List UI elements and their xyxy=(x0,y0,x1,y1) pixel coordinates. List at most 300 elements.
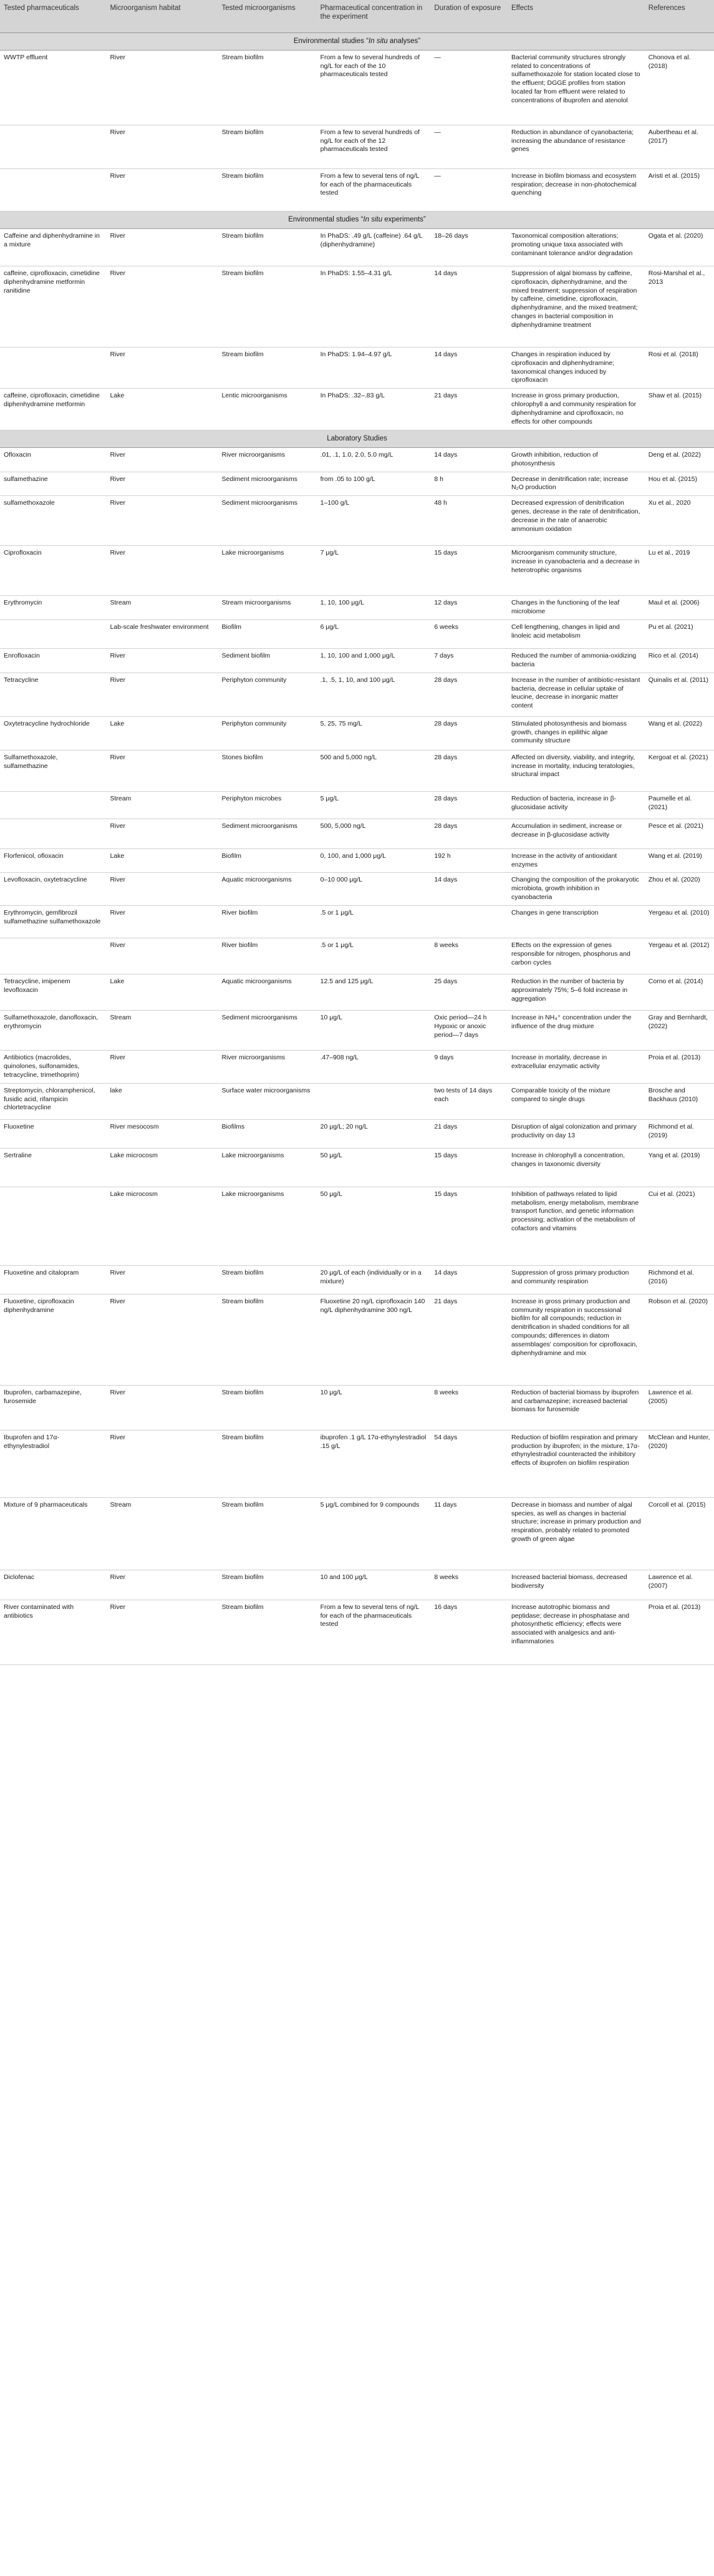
table-row xyxy=(0,472,714,496)
cell-concentration: In PhaDS: .32–.83 g/L xyxy=(317,389,431,430)
cell-tested-pharmaceuticals: Fluoxetine xyxy=(0,1119,106,1148)
cell-reference: Aristi et al. (2015) xyxy=(645,168,714,211)
table-row xyxy=(0,1570,714,1600)
cell-effects: Taxonomical composition alterations; promoting unique taxa associated with contaminant tolerance and/or degradation xyxy=(508,228,645,266)
cell-microorganism-habitat: River mesocosm xyxy=(106,1119,218,1148)
cell-tested-microorganisms: Aquatic microorganisms xyxy=(218,975,317,1011)
cell-concentration: .1, .5, 1, 10, and 100 μg/L xyxy=(317,673,431,716)
cell-duration: 21 days xyxy=(430,1294,508,1385)
cell-duration: 21 days xyxy=(430,389,508,430)
cell-effects: Increase in mortality, decrease in extracellular enzymatic activity xyxy=(508,1051,645,1084)
table-row xyxy=(0,906,714,938)
cell-tested-microorganisms: River biofilm xyxy=(218,906,317,938)
cell-tested-pharmaceuticals: Tetracycline xyxy=(0,673,106,716)
table-row xyxy=(0,620,714,649)
cell-concentration: In PhaDS: 1.55–4.31 g/L xyxy=(317,266,431,347)
cell-duration: two tests of 14 days each xyxy=(430,1083,508,1119)
cell-duration: 28 days xyxy=(430,716,508,750)
cell-microorganism-habitat: Lab-scale freshwater environment xyxy=(106,620,218,649)
cell-duration: 7 days xyxy=(430,649,508,673)
cell-effects: Cell lengthening, changes in lipid and linoleic acid metabolism xyxy=(508,620,645,649)
cell-effects: Bacterial community structures strongly related to concentrations of sulfamethoxazole for station located close to the effluent; DGGE profiles from station located far from effluent were related to concentrations of ibuprofen and atenolol xyxy=(508,50,645,125)
cell-tested-pharmaceuticals: Tetracycline, imipenem levofloxacin xyxy=(0,975,106,1011)
cell-microorganism-habitat: River xyxy=(106,673,218,716)
cell-tested-pharmaceuticals: Fluoxetine, ciprofloxacin diphenhydramine xyxy=(0,1294,106,1385)
cell-microorganism-habitat: River xyxy=(106,649,218,673)
cell-reference: Wang et al. (2022) xyxy=(645,716,714,750)
cell-duration: 9 days xyxy=(430,1051,508,1084)
cell-effects: Growth inhibition, reduction of photosynthesis xyxy=(508,447,645,472)
cell-tested-microorganisms: Stream biofilm xyxy=(218,50,317,125)
cell-concentration: 20 μg/L of each (individually or in a mixture) xyxy=(317,1265,431,1294)
table-row xyxy=(0,347,714,388)
cell-microorganism-habitat: River xyxy=(106,1385,218,1430)
table-row xyxy=(0,1600,714,1665)
cell-microorganism-habitat: River xyxy=(106,546,218,596)
table-row xyxy=(0,750,714,791)
cell-concentration xyxy=(317,1083,431,1119)
cell-duration: — xyxy=(430,168,508,211)
cell-microorganism-habitat: River xyxy=(106,228,218,266)
cell-reference: Richmond et al. (2016) xyxy=(645,1265,714,1294)
cell-microorganism-habitat: River xyxy=(106,1570,218,1600)
cell-concentration: 500 and 5,000 ng/L xyxy=(317,750,431,791)
cell-microorganism-habitat: River xyxy=(106,819,218,848)
cell-concentration: .5 or 1 μg/L xyxy=(317,938,431,975)
cell-tested-microorganisms: Biofilm xyxy=(218,848,317,873)
cell-reference: Yergeau et al. (2012) xyxy=(645,938,714,975)
cell-tested-pharmaceuticals: Oxytetracycline hydrochloride xyxy=(0,716,106,750)
cell-microorganism-habitat: Stream xyxy=(106,791,218,819)
cell-tested-pharmaceuticals: Mixture of 9 pharmaceuticals xyxy=(0,1497,106,1570)
cell-microorganism-habitat: Lake xyxy=(106,716,218,750)
cell-effects: Accumulation in sediment, increase or decrease in β-glucosidase activity xyxy=(508,819,645,848)
cell-concentration: 5 μg/L combined for 9 compounds xyxy=(317,1497,431,1570)
cell-microorganism-habitat: River xyxy=(106,447,218,472)
cell-reference: Lawrence et al. (2007) xyxy=(645,1570,714,1600)
table-row xyxy=(0,791,714,819)
cell-reference: Yergeau et al. (2010) xyxy=(645,906,714,938)
cell-tested-pharmaceuticals: Ibuprofen and 17α-ethynylestradiol xyxy=(0,1430,106,1497)
cell-tested-microorganisms: Stream biofilm xyxy=(218,1600,317,1665)
cell-reference: Quinalis et al. (2011) xyxy=(645,673,714,716)
cell-effects: Increase in chlorophyll a concentration, changes in taxonomic diversity xyxy=(508,1148,645,1187)
cell-tested-microorganisms: Stream biofilm xyxy=(218,1430,317,1497)
cell-reference: Wang et al. (2019) xyxy=(645,848,714,873)
cell-concentration: Fluoxetine 20 ng/L ciprofloxacin 140 ng/L diphenhydramine 300 ng/L xyxy=(317,1294,431,1385)
table-row xyxy=(0,228,714,266)
table-row xyxy=(0,649,714,673)
cell-concentration: 50 μg/L xyxy=(317,1187,431,1265)
table-row xyxy=(0,1148,714,1187)
cell-tested-microorganisms: River biofilm xyxy=(218,938,317,975)
cell-microorganism-habitat: Lake xyxy=(106,389,218,430)
cell-concentration: 0, 100, and 1,000 μg/L xyxy=(317,848,431,873)
cell-concentration: In PhaDS: 1.94–4.97 g/L xyxy=(317,347,431,388)
cell-effects: Changes in the functioning of the leaf microbiome xyxy=(508,596,645,620)
cell-tested-microorganisms: Stream biofilm xyxy=(218,1570,317,1600)
cell-tested-microorganisms: Stream biofilm xyxy=(218,266,317,347)
cell-reference: Brosche and Backhaus (2010) xyxy=(645,1083,714,1119)
cell-concentration: .5 or 1 μg/L xyxy=(317,906,431,938)
cell-effects: Increase autotrophic biomass and peptidase; decrease in phosphatase and photosynthetic efficiency; effects were associated with analgesics and anti-inflammatories xyxy=(508,1600,645,1665)
cell-microorganism-habitat: River xyxy=(106,168,218,211)
header-row xyxy=(0,0,714,32)
cell-duration: 8 weeks xyxy=(430,938,508,975)
cell-tested-microorganisms: Sediment biofilm xyxy=(218,649,317,673)
cell-reference: Xu et al., 2020 xyxy=(645,496,714,546)
cell-tested-microorganisms: Sediment microorganisms xyxy=(218,472,317,496)
table-row xyxy=(0,1385,714,1430)
cell-tested-pharmaceuticals xyxy=(0,168,106,211)
cell-duration: — xyxy=(430,50,508,125)
cell-tested-pharmaceuticals xyxy=(0,819,106,848)
cell-tested-pharmaceuticals: caffeine, ciprofloxacin, cimetidine diphenhydramine metformin ranitidine xyxy=(0,266,106,347)
cell-reference: Richmond et al. (2019) xyxy=(645,1119,714,1148)
cell-effects: Reduction of bacterial biomass by ibuprofen and carbamazepine; increased bacterial biomass for furosemide xyxy=(508,1385,645,1430)
cell-microorganism-habitat: River xyxy=(106,347,218,388)
cell-duration: 14 days xyxy=(430,266,508,347)
section-header-row xyxy=(0,32,714,50)
cell-effects: Changing the composition of the prokaryotic microbiota, growth inhibition in cyanobacteria xyxy=(508,873,645,906)
cell-concentration: 10 μg/L xyxy=(317,1011,431,1051)
cell-tested-microorganisms: Lentic microorganisms xyxy=(218,389,317,430)
cell-microorganism-habitat: River xyxy=(106,873,218,906)
table-row xyxy=(0,673,714,716)
table-row xyxy=(0,447,714,472)
cell-tested-microorganisms: Stream biofilm xyxy=(218,228,317,266)
cell-duration xyxy=(430,906,508,938)
cell-tested-microorganisms: Stream biofilm xyxy=(218,1497,317,1570)
cell-effects: Reduction of biofilm respiration and primary production by ibuprofen; in the mixture, 17α-ethynylestradiol counteracted the inhibitory effects of ibuprofen on biofilm respiration xyxy=(508,1430,645,1497)
cell-concentration: 1, 10, 100 μg/L xyxy=(317,596,431,620)
cell-tested-pharmaceuticals: sulfamethazine xyxy=(0,472,106,496)
cell-reference: Gray and Bernhardt, (2022) xyxy=(645,1011,714,1051)
cell-tested-pharmaceuticals: Ibuprofen, carbamazepine, furosemide xyxy=(0,1385,106,1430)
cell-duration: 28 days xyxy=(430,673,508,716)
cell-effects: Microorganism community structure, increase in cyanobacteria and a decrease in heterotrophic organisms xyxy=(508,546,645,596)
cell-duration: 8 h xyxy=(430,472,508,496)
cell-microorganism-habitat: Lake xyxy=(106,848,218,873)
cell-tested-pharmaceuticals: Enrofloxacin xyxy=(0,649,106,673)
table-row xyxy=(0,1187,714,1265)
cell-duration: 21 days xyxy=(430,1119,508,1148)
cell-effects: Increase in gross primary production and community respiration in successional biofilm for all compounds; reduction in denitrification in shaded conditions for all compounds; differences in diatom assemblages' composition for ciprofloxacin, diphenhydramine and mix xyxy=(508,1294,645,1385)
cell-microorganism-habitat: River xyxy=(106,1051,218,1084)
section-title: Environmental studies “In situ experiments” xyxy=(0,211,714,228)
cell-microorganism-habitat: River xyxy=(106,472,218,496)
cell-tested-pharmaceuticals: Caffeine and diphenhydramine in a mixture xyxy=(0,228,106,266)
cell-tested-pharmaceuticals: Ciprofloxacin xyxy=(0,546,106,596)
cell-tested-microorganisms: Stones biofilm xyxy=(218,750,317,791)
cell-tested-microorganisms: Lake microorganisms xyxy=(218,1187,317,1265)
cell-tested-pharmaceuticals xyxy=(0,791,106,819)
cell-concentration: 12.5 and 125 μg/L xyxy=(317,975,431,1011)
cell-tested-pharmaceuticals: Antibiotics (macrolides, quinolones, sulfonamides, tetracycline, trimethoprim) xyxy=(0,1051,106,1084)
cell-duration: 15 days xyxy=(430,546,508,596)
cell-microorganism-habitat: Stream xyxy=(106,1011,218,1051)
cell-tested-microorganisms: Periphyton community xyxy=(218,673,317,716)
table-row xyxy=(0,50,714,125)
cell-tested-pharmaceuticals: Sulfamethoxazole, danofloxacin, erythromycin xyxy=(0,1011,106,1051)
table-row xyxy=(0,168,714,211)
cell-reference: Corno et al. (2014) xyxy=(645,975,714,1011)
cell-reference: Proia et al. (2013) xyxy=(645,1051,714,1084)
cell-microorganism-habitat: Lake microcosm xyxy=(106,1148,218,1187)
table-row xyxy=(0,496,714,546)
table-row xyxy=(0,819,714,848)
cell-microorganism-habitat: Stream xyxy=(106,1497,218,1570)
table-row xyxy=(0,938,714,975)
cell-microorganism-habitat: Lake xyxy=(106,975,218,1011)
cell-tested-pharmaceuticals: Fluoxetine and citalopram xyxy=(0,1265,106,1294)
cell-tested-pharmaceuticals: Ofloxacin xyxy=(0,447,106,472)
cell-tested-pharmaceuticals: Florfenicol, ofloxacin xyxy=(0,848,106,873)
cell-duration: 28 days xyxy=(430,791,508,819)
cell-effects: Effects on the expression of genes responsible for nitrogen, phosphorus and carbon cycles xyxy=(508,938,645,975)
cell-concentration: from .05 to 100 g/L xyxy=(317,472,431,496)
table-row xyxy=(0,975,714,1011)
cell-concentration: .47–908 ng/L xyxy=(317,1051,431,1084)
cell-tested-pharmaceuticals: Erythromycin xyxy=(0,596,106,620)
cell-microorganism-habitat: River xyxy=(106,125,218,168)
cell-microorganism-habitat: River xyxy=(106,938,218,975)
cell-microorganism-habitat: River xyxy=(106,1430,218,1497)
cell-concentration: From a few to several hundreds of ng/L for each of the 12 pharmaceuticals tested xyxy=(317,125,431,168)
section-header-row xyxy=(0,211,714,228)
cell-concentration: 0–10 000 μg/L xyxy=(317,873,431,906)
cell-reference: Corcoll et al. (2015) xyxy=(645,1497,714,1570)
cell-tested-microorganisms: Stream biofilm xyxy=(218,347,317,388)
cell-concentration: 20 μg/L; 20 ng/L xyxy=(317,1119,431,1148)
cell-reference: Proia et al. (2013) xyxy=(645,1600,714,1665)
table-row xyxy=(0,848,714,873)
cell-tested-microorganisms: Biofilms xyxy=(218,1119,317,1148)
cell-concentration: 5 μg/L xyxy=(317,791,431,819)
cell-effects: Inhibition of pathways related to lipid metabolism, energy metabolism, membrane transport function, and genetic information processing; activation of the metabolism of cofactors and vitamins xyxy=(508,1187,645,1265)
cell-effects: Suppression of gross primary production and community respiration xyxy=(508,1265,645,1294)
cell-concentration: 10 μg/L xyxy=(317,1385,431,1430)
cell-tested-pharmaceuticals xyxy=(0,347,106,388)
cell-duration: 8 weeks xyxy=(430,1385,508,1430)
cell-reference: McClean and Hunter, (2020) xyxy=(645,1430,714,1497)
cell-duration: 192 h xyxy=(430,848,508,873)
cell-effects: Reduction of bacteria, increase in β- glucosidase activity xyxy=(508,791,645,819)
cell-concentration: From a few to several hundreds of ng/L for each of the 10 pharmaceuticals tested xyxy=(317,50,431,125)
cell-tested-pharmaceuticals: Diclofenac xyxy=(0,1570,106,1600)
cell-effects: Increase in NH₄⁺ concentration under the influence of the drug mixture xyxy=(508,1011,645,1051)
table-row xyxy=(0,1011,714,1051)
cell-concentration: From a few to several tens of ng/L for each of the pharmaceuticals tested xyxy=(317,168,431,211)
cell-effects: Suppression of algal biomass by caffeine, ciprofloxacin, diphenhydramine, and the mixed treatment; suppression of respiration by caffeine, cimetidine, ciprofloxacin, diphenhydramine, and the mixed treatment; changes in bacterial composition in diphenhydramine treatment xyxy=(508,266,645,347)
table-row xyxy=(0,266,714,347)
cell-duration: 48 h xyxy=(430,496,508,546)
cell-tested-microorganisms: Stream biofilm xyxy=(218,125,317,168)
cell-duration: — xyxy=(430,125,508,168)
cell-tested-microorganisms: Sediment microorganisms xyxy=(218,819,317,848)
cell-duration: 12 days xyxy=(430,596,508,620)
table-row xyxy=(0,1051,714,1084)
cell-duration: 28 days xyxy=(430,819,508,848)
cell-microorganism-habitat: River xyxy=(106,50,218,125)
cell-duration: 15 days xyxy=(430,1148,508,1187)
table-body xyxy=(0,32,714,1665)
cell-reference: Paumelle et al. (2021) xyxy=(645,791,714,819)
header-duration-of-exposure: Duration of exposure xyxy=(430,0,508,32)
table-row xyxy=(0,125,714,168)
table-row xyxy=(0,1119,714,1148)
header-pharmaceutical-concentration: Pharmaceutical concentration in the experiment xyxy=(317,0,431,32)
cell-effects: Comparable toxicity of the mixture compared to single drugs xyxy=(508,1083,645,1119)
cell-tested-microorganisms: Lake microorganisms xyxy=(218,1148,317,1187)
cell-tested-pharmaceuticals: Erythromycin, gemfibrozil sulfamethazine sulfamethoxazole xyxy=(0,906,106,938)
cell-concentration: 6 μg/L xyxy=(317,620,431,649)
cell-effects: Reduction in the number of bacteria by approximately 75%; 5–6 fold increase in aggregation xyxy=(508,975,645,1011)
cell-tested-pharmaceuticals xyxy=(0,938,106,975)
cell-concentration: 5, 25, 75 mg/L xyxy=(317,716,431,750)
cell-duration: 54 days xyxy=(430,1430,508,1497)
cell-microorganism-habitat: River xyxy=(106,750,218,791)
cell-tested-microorganisms: River microorganisms xyxy=(218,447,317,472)
cell-effects: Increased bacterial biomass, decreased biodiversity xyxy=(508,1570,645,1600)
cell-effects: Reduction in abundance of cyanobacteria; increasing the abundance of resistance genes xyxy=(508,125,645,168)
cell-effects: Stimulated photosynthesis and biomass growth, changes in epilithic algae community structure xyxy=(508,716,645,750)
header-tested-pharmaceuticals: Tested pharmaceuticals xyxy=(0,0,106,32)
cell-reference: Ogata et al. (2020) xyxy=(645,228,714,266)
cell-duration: 14 days xyxy=(430,873,508,906)
cell-concentration: 7 μg/L xyxy=(317,546,431,596)
cell-effects: Increase in the activity of antioxidant enzymes xyxy=(508,848,645,873)
cell-tested-pharmaceuticals: Sertraline xyxy=(0,1148,106,1187)
cell-effects: Changes in gene transcription xyxy=(508,906,645,938)
cell-reference: Rico et al. (2014) xyxy=(645,649,714,673)
section-title: Environmental studies “In situ analyses” xyxy=(0,32,714,50)
cell-effects: Increase in biofilm biomass and ecosystem respiration; decrease in non-photochemical quenching xyxy=(508,168,645,211)
cell-tested-microorganisms: Stream biofilm xyxy=(218,168,317,211)
cell-duration: 28 days xyxy=(430,750,508,791)
cell-reference: Robson et al. (2020) xyxy=(645,1294,714,1385)
cell-duration: 14 days xyxy=(430,347,508,388)
table-header xyxy=(0,0,714,32)
cell-tested-microorganisms: Stream biofilm xyxy=(218,1385,317,1430)
cell-duration: 25 days xyxy=(430,975,508,1011)
table-row xyxy=(0,596,714,620)
cell-duration: 15 days xyxy=(430,1187,508,1265)
table-row xyxy=(0,1430,714,1497)
table-row xyxy=(0,716,714,750)
cell-tested-microorganisms: Stream microorganisms xyxy=(218,596,317,620)
table-row xyxy=(0,1497,714,1570)
cell-tested-microorganisms: Periphyton microbes xyxy=(218,791,317,819)
cell-tested-pharmaceuticals: Streptomycin, chloramphenicol, fusidic acid, rifampicin chlortetracycline xyxy=(0,1083,106,1119)
cell-reference: Rosi et al. (2018) xyxy=(645,347,714,388)
cell-tested-pharmaceuticals: WWTP effluent xyxy=(0,50,106,125)
cell-reference: Aubertheau et al. (2017) xyxy=(645,125,714,168)
cell-microorganism-habitat: River xyxy=(106,1265,218,1294)
cell-tested-pharmaceuticals xyxy=(0,125,106,168)
cell-concentration: 1–100 g/L xyxy=(317,496,431,546)
cell-reference: Maul et al. (2006) xyxy=(645,596,714,620)
cell-concentration: From a few to several tens of ng/L for each of the pharmaceuticals tested xyxy=(317,1600,431,1665)
cell-reference: Rosi-Marshal et al., 2013 xyxy=(645,266,714,347)
cell-tested-pharmaceuticals xyxy=(0,1187,106,1265)
cell-concentration: 10 and 100 μg/L xyxy=(317,1570,431,1600)
cell-duration: Oxic period—24 h Hypoxic or anoxic period—7 days xyxy=(430,1011,508,1051)
header-microorganism-habitat: Microorganism habitat xyxy=(106,0,218,32)
cell-tested-microorganisms: Lake microorganisms xyxy=(218,546,317,596)
cell-microorganism-habitat: River xyxy=(106,1600,218,1665)
cell-tested-microorganisms: Sediment microorganisms xyxy=(218,1011,317,1051)
table-row xyxy=(0,873,714,906)
cell-effects: Changes in respiration induced by ciprofloxacin and diphenhydramine; taxonomical changes induced by ciprofloxacin xyxy=(508,347,645,388)
table-row xyxy=(0,389,714,430)
cell-concentration: ibuprofen .1 g/L 17α-ethynylestradiol .15 g/L xyxy=(317,1430,431,1497)
cell-effects: Decrease in denitrification rate; increase N₂O production xyxy=(508,472,645,496)
cell-duration: 11 days xyxy=(430,1497,508,1570)
cell-microorganism-habitat: Lake microcosm xyxy=(106,1187,218,1265)
section-title: Laboratory Studies xyxy=(0,430,714,447)
cell-concentration: 500, 5,000 ng/L xyxy=(317,819,431,848)
cell-effects: Affected on diversity, viability, and integrity, increase in mortality, inducing teratologies, structural impact xyxy=(508,750,645,791)
table-row xyxy=(0,546,714,596)
cell-reference: Hou et al. (2015) xyxy=(645,472,714,496)
cell-concentration: In PhaDS: .49 g/L (caffeine) .64 g/L (diphenhydramine) xyxy=(317,228,431,266)
cell-tested-microorganisms: Stream biofilm xyxy=(218,1265,317,1294)
cell-tested-microorganisms: River microorganisms xyxy=(218,1051,317,1084)
cell-tested-pharmaceuticals: caffeine, ciprofloxacin, cimetidine diphenhydramine metformin xyxy=(0,389,106,430)
cell-duration: 8 weeks xyxy=(430,1570,508,1600)
cell-tested-pharmaceuticals xyxy=(0,620,106,649)
section-header-row xyxy=(0,430,714,447)
cell-reference: Cui et al. (2021) xyxy=(645,1187,714,1265)
cell-concentration: 1, 10, 100 and 1,000 μg/L xyxy=(317,649,431,673)
cell-tested-microorganisms: Sediment microorganisms xyxy=(218,496,317,546)
cell-microorganism-habitat: lake xyxy=(106,1083,218,1119)
cell-microorganism-habitat: River xyxy=(106,496,218,546)
cell-microorganism-habitat: River xyxy=(106,906,218,938)
cell-reference: Lawrence et al. (2005) xyxy=(645,1385,714,1430)
cell-effects: Disruption of algal colonization and primary productivity on day 13 xyxy=(508,1119,645,1148)
header-tested-microorganisms: Tested microorganisms xyxy=(218,0,317,32)
cell-microorganism-habitat: River xyxy=(106,266,218,347)
cell-duration: 16 days xyxy=(430,1600,508,1665)
cell-tested-microorganisms: Aquatic microorganisms xyxy=(218,873,317,906)
cell-tested-microorganisms: Biofilm xyxy=(218,620,317,649)
cell-reference: Pesce et al. (2021) xyxy=(645,819,714,848)
cell-reference: Chonova et al. (2018) xyxy=(645,50,714,125)
table-row xyxy=(0,1294,714,1385)
cell-effects: Decrease in biomass and number of algal species, as well as changes in bacterial structure; increase in primary production and respiration, probably related to promoted growth of green algae xyxy=(508,1497,645,1570)
cell-tested-microorganisms: Stream biofilm xyxy=(218,1294,317,1385)
cell-concentration: .01, .1, 1.0, 2.0, 5.0 mg/L xyxy=(317,447,431,472)
cell-reference: Kergoat et al. (2021) xyxy=(645,750,714,791)
cell-tested-pharmaceuticals: River contaminated with antibiotics xyxy=(0,1600,106,1665)
cell-duration: 6 weeks xyxy=(430,620,508,649)
cell-reference: Lu et al., 2019 xyxy=(645,546,714,596)
cell-concentration: 50 μg/L xyxy=(317,1148,431,1187)
header-references: References xyxy=(645,0,714,32)
cell-microorganism-habitat: Stream xyxy=(106,596,218,620)
cell-reference: Pu et al. (2021) xyxy=(645,620,714,649)
cell-microorganism-habitat: River xyxy=(106,1294,218,1385)
cell-tested-pharmaceuticals: Sulfamethoxazole, sulfamethazine xyxy=(0,750,106,791)
cell-tested-pharmaceuticals: Levofloxacin, oxytetracycline xyxy=(0,873,106,906)
cell-reference: Shaw et al. (2015) xyxy=(645,389,714,430)
cell-duration: 14 days xyxy=(430,447,508,472)
cell-tested-pharmaceuticals: sulfamethoxazole xyxy=(0,496,106,546)
cell-reference: Deng et al. (2022) xyxy=(645,447,714,472)
cell-effects: Increase in the number of antibiotic-resistant bacteria, decrease in cellular uptake of leucine, decrease in inorganic matter content xyxy=(508,673,645,716)
